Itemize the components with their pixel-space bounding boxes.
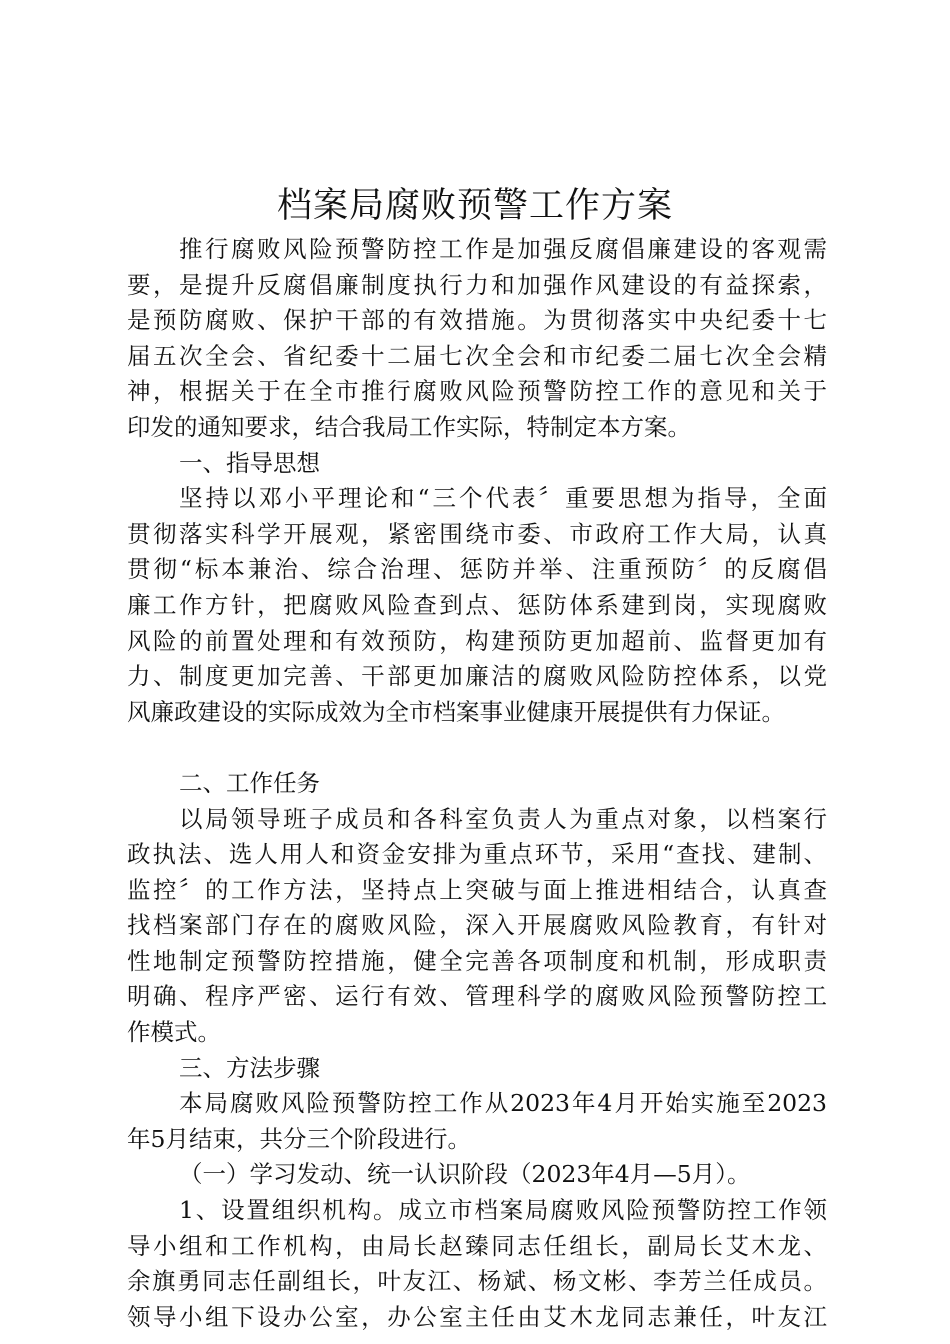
text-line: 余旗勇同志任副组长，叶友江、杨斌、杨文彬、李芳兰任成员。 [127,1267,827,1296]
text-line: 作模式。 [127,1018,221,1047]
text-line: 要，是提升反腐倡廉制度执行力和加强作风建设的有益探索， [127,270,827,299]
text-line: 领导小组下设办公室，办公室主任由艾木龙同志兼任，叶友江 [127,1302,827,1331]
text-line: 监控〞的工作方法，坚持点上突破与面上推进相结合，认真查 [127,875,827,904]
text-line: 风险的前置处理和有效预防，构建预防更加超前、监督更加有 [127,626,827,655]
text-line: 廉工作方针，把腐败风险查到点、惩防体系建到岗，实现腐败 [127,590,827,619]
text-line: 神，根据关于在全市推行腐败风险预警防控工作的意见和关于 [127,377,827,406]
text-line: 1、设置组织机构。成立市档案局腐败风险预警防控工作领 [179,1196,827,1225]
text-line: 印发的通知要求，结合我局工作实际，特制定本方案。 [127,412,691,441]
text-line: 性地制定预警防控措施，健全完善各项制度和机制，形成职责 [127,946,827,975]
text-line: 找档案部门存在的腐败风险，深入开展腐败风险教育，有针对 [127,911,827,940]
text-line: 届五次全会、省纪委十二届七次全会和市纪委二届七次全会精 [127,341,827,370]
text-line: 本局腐败风险预警防控工作从2023年4月开始实施至2023 [179,1089,827,1118]
text-line: 是预防腐败、保护干部的有效措施。为贯彻落实中央纪委十七 [127,306,827,335]
document-body [127,232,827,1335]
section-heading: 三、方法步骤 [179,1053,320,1082]
text-line: 推行腐败风险预警防控工作是加强反腐倡廉建设的客观需 [179,235,827,263]
subsection-heading: （一）学习发动、统一认识阶段（2023年4月—5月）。 [179,1160,751,1189]
text-line: 政执法、选人用人和资金安排为重点环节，采用“查找、建制、 [127,840,827,869]
text-line: 贯彻“标本兼治、综合治理、惩防并举、注重预防〞的反腐倡 [127,555,827,584]
text-line: 以局领导班子成员和各科室负责人为重点对象，以档案行 [179,804,827,833]
text-line: 年5月结束，共分三个阶段进行。 [127,1124,471,1153]
blank-line [127,730,827,766]
text-line: 坚持以邓小平理论和“三个代表〞重要思想为指导，全面 [179,484,827,513]
document-title: 档案局腐败预警工作方案 [276,186,673,226]
text-line: 力、制度更加完善、干部更加廉洁的腐败风险防控体系，以党 [127,662,827,691]
text-line: 导小组和工作机构，由局长赵臻同志任组长，副局长艾木龙、 [127,1231,827,1260]
text-line: 明确、程序严密、运行有效、管理科学的腐败风险预警防控工 [127,982,827,1011]
text-line: 贯彻落实科学开展观，紧密围绕市委、市政府工作大局，认真 [127,519,827,548]
section-heading: 一、指导思想 [179,448,320,477]
text-line: 风廉政建设的实际成效为全市档案事业健康开展提供有力保证。 [127,697,785,726]
section-heading: 二、工作任务 [179,768,320,797]
